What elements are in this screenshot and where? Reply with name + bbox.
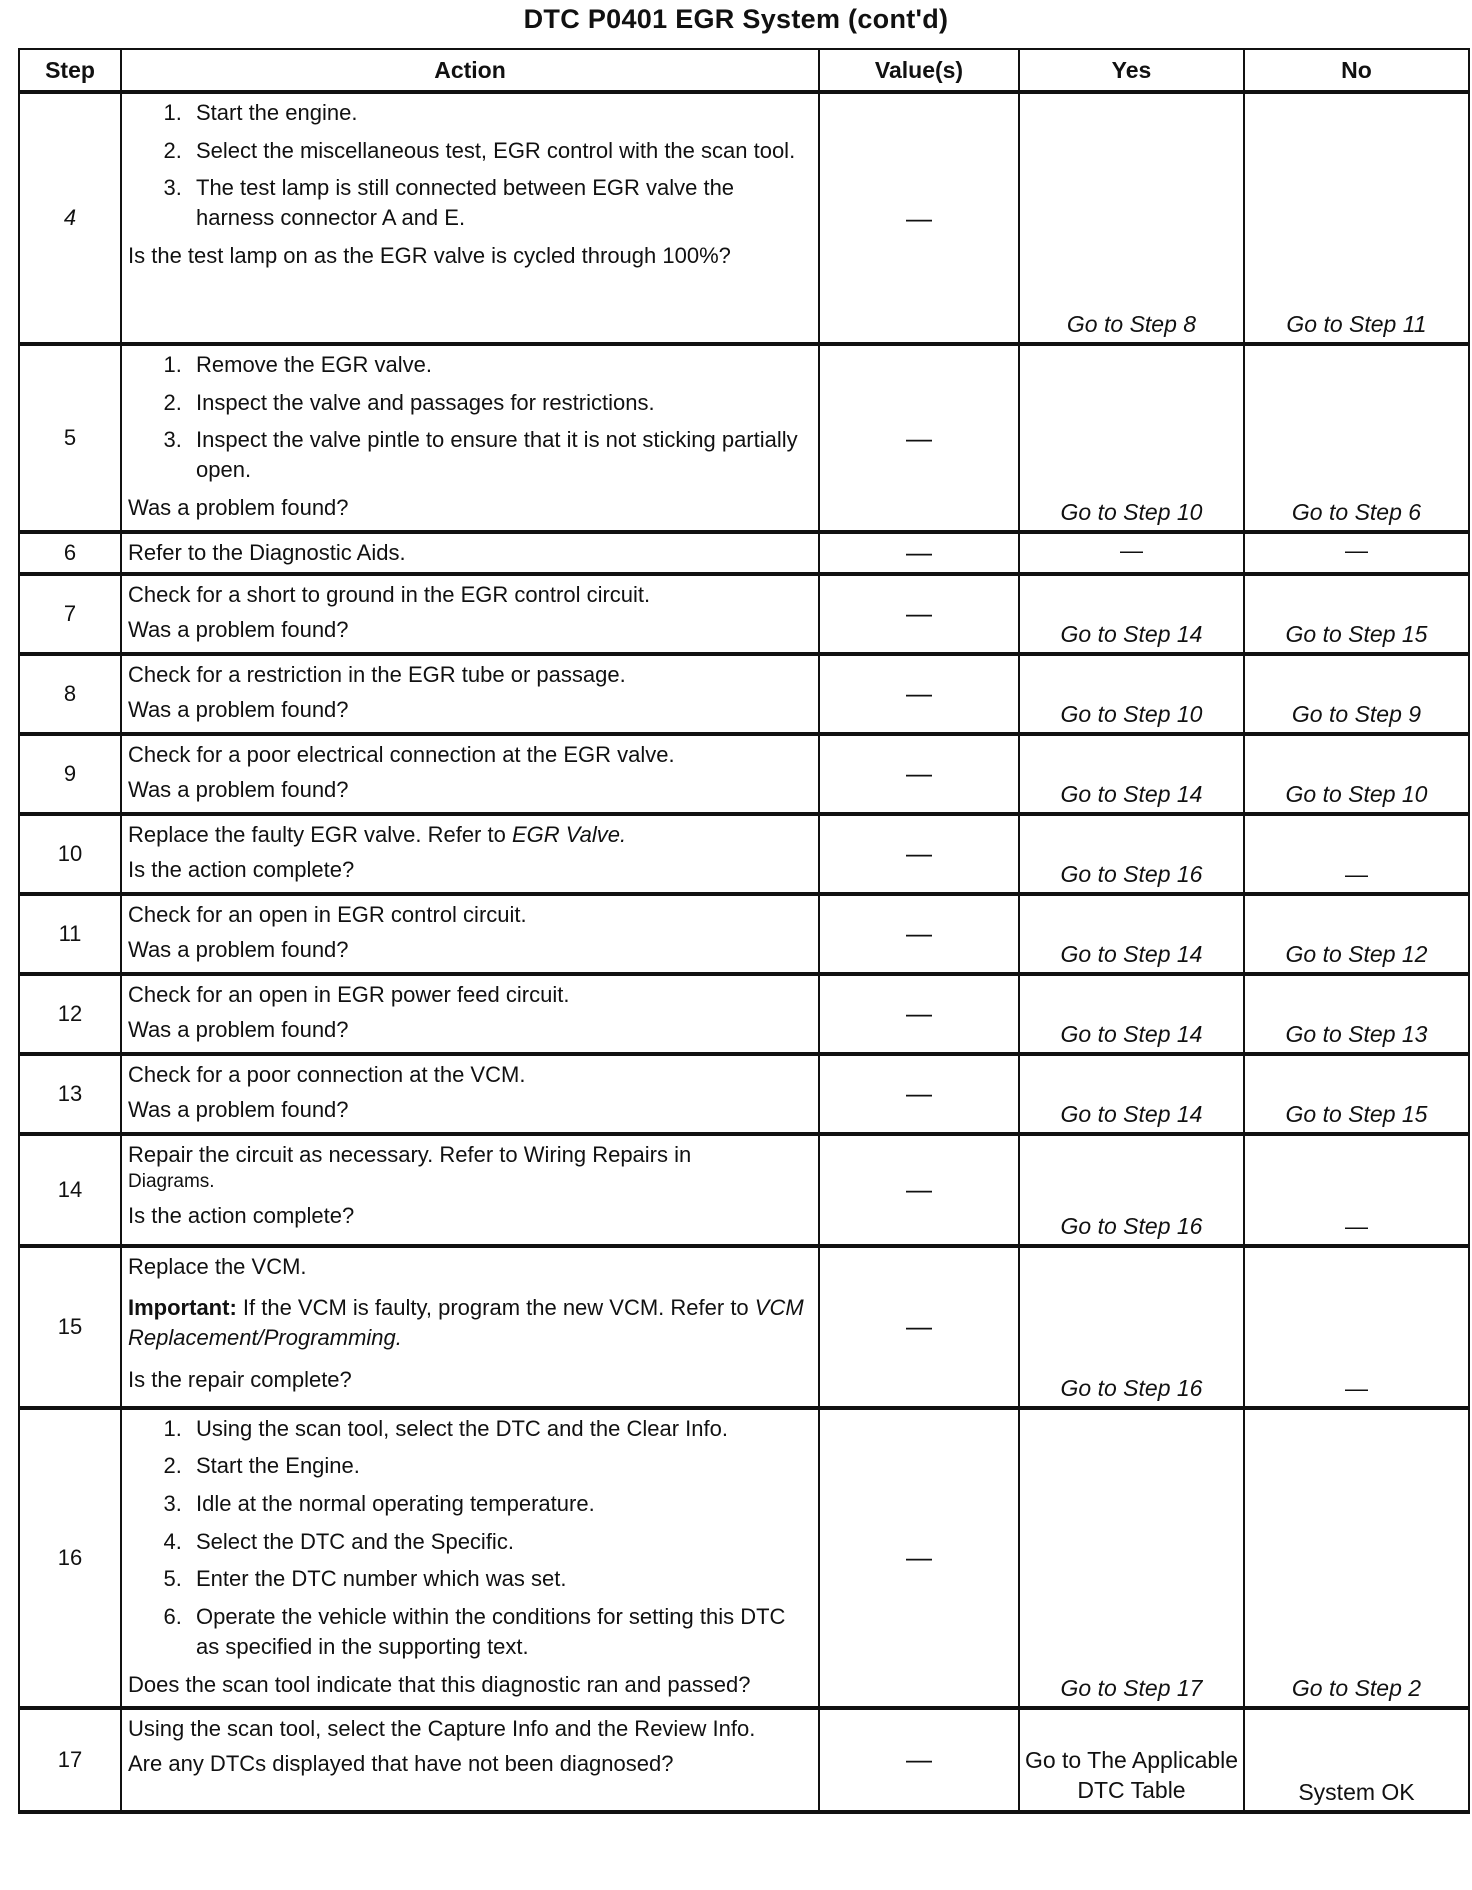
header-action: Action bbox=[121, 49, 819, 92]
action-item: 5. Enter the DTC number which was set. bbox=[188, 1564, 812, 1594]
no-cell: Go to Step 11 bbox=[1244, 92, 1469, 344]
yes-cell: Go to Step 16 bbox=[1019, 1134, 1244, 1246]
table-row bbox=[19, 1408, 1469, 1708]
action-item: 6. Operate the vehicle within the conditions for setting this DTC as specified in the supporting text. bbox=[188, 1602, 812, 1661]
table-row bbox=[19, 734, 1469, 814]
table-row bbox=[19, 1708, 1469, 1812]
value-cell: — bbox=[819, 1054, 1019, 1134]
action-item: 2. Inspect the valve and passages for restrictions. bbox=[188, 388, 812, 418]
step-number: 13 bbox=[19, 1054, 121, 1134]
no-cell: — bbox=[1244, 1134, 1469, 1246]
important-reference: VCM Replacement/Programming. bbox=[128, 1295, 804, 1351]
yes-cell: Go to The Applicable DTC Table bbox=[1019, 1708, 1244, 1812]
action-text: Replace the VCM. bbox=[128, 1253, 307, 1279]
no-cell: — bbox=[1244, 1246, 1469, 1408]
action-item: 4. Select the DTC and the Specific. bbox=[188, 1527, 812, 1557]
action-cell bbox=[121, 974, 819, 1054]
yes-cell: Go to Step 10 bbox=[1019, 344, 1244, 532]
no-cell: — bbox=[1244, 532, 1469, 574]
action-question: Was a problem found? bbox=[128, 697, 349, 723]
action-item: 1. Start the engine. bbox=[188, 98, 812, 128]
table-row bbox=[19, 532, 1469, 574]
value-cell: — bbox=[819, 734, 1019, 814]
table-row bbox=[19, 1134, 1469, 1246]
value-cell: — bbox=[819, 1708, 1019, 1812]
action-question: Was a problem found? bbox=[128, 1017, 349, 1043]
header-no: No bbox=[1244, 49, 1469, 92]
action-text-continued: Diagrams. bbox=[128, 1171, 215, 1193]
value-cell: — bbox=[819, 532, 1019, 574]
step-number: 14 bbox=[19, 1134, 121, 1246]
table-row bbox=[19, 654, 1469, 734]
step-number: 9 bbox=[19, 734, 121, 814]
value-cell: — bbox=[819, 344, 1019, 532]
no-cell: Go to Step 13 bbox=[1244, 974, 1469, 1054]
action-cell bbox=[121, 734, 819, 814]
no-cell: Go to Step 2 bbox=[1244, 1408, 1469, 1708]
action-text: Refer to the Diagnostic Aids. bbox=[128, 540, 406, 565]
value-cell: — bbox=[819, 814, 1019, 894]
no-cell: Go to Step 15 bbox=[1244, 1054, 1469, 1134]
table-header-row bbox=[19, 49, 1469, 92]
action-text: Repair the circuit as necessary. Refer to Wiring Repairs in bbox=[128, 1141, 692, 1167]
no-cell: Go to Step 9 bbox=[1244, 654, 1469, 734]
no-cell: Go to Step 6 bbox=[1244, 344, 1469, 532]
action-cell bbox=[121, 1246, 819, 1408]
no-cell: Go to Step 12 bbox=[1244, 894, 1469, 974]
value-cell: — bbox=[819, 894, 1019, 974]
yes-cell: Go to Step 14 bbox=[1019, 734, 1244, 814]
action-item: 2. Start the Engine. bbox=[188, 1451, 812, 1481]
table-row bbox=[19, 344, 1469, 532]
value-cell: — bbox=[819, 1408, 1019, 1708]
action-question: Was a problem found? bbox=[128, 1097, 349, 1123]
action-question: Are any DTCs displayed that have not been diagnosed? bbox=[128, 1751, 674, 1777]
no-cell: System OK bbox=[1244, 1708, 1469, 1812]
action-reference: EGR Valve. bbox=[511, 821, 627, 847]
value-cell: — bbox=[819, 1134, 1019, 1246]
action-question: Was a problem found? bbox=[128, 777, 349, 803]
action-question: Is the action complete? bbox=[128, 1203, 355, 1229]
yes-cell: Go to Step 10 bbox=[1019, 654, 1244, 734]
action-cell bbox=[121, 1408, 819, 1708]
action-text: Check for an open in EGR power feed circuit. bbox=[128, 981, 570, 1007]
table-row bbox=[19, 814, 1469, 894]
header-values: Value(s) bbox=[819, 49, 1019, 92]
yes-cell: Go to Step 8 bbox=[1019, 92, 1244, 344]
action-cell bbox=[121, 92, 819, 344]
step-number: 8 bbox=[19, 654, 121, 734]
step-number: 7 bbox=[19, 574, 121, 654]
action-cell bbox=[121, 654, 819, 734]
yes-cell: Go to Step 17 bbox=[1019, 1408, 1244, 1708]
step-number: 15 bbox=[19, 1246, 121, 1408]
yes-cell: Go to Step 16 bbox=[1019, 814, 1244, 894]
action-item: 3. Idle at the normal operating temperature. bbox=[188, 1489, 812, 1519]
important-note bbox=[128, 1293, 812, 1352]
action-question: Was a problem found? bbox=[128, 937, 349, 963]
action-question: Does the scan tool indicate that this diagnostic ran and passed? bbox=[128, 1671, 751, 1697]
action-question: Is the test lamp on as the EGR valve is cycled through 100%? bbox=[128, 242, 731, 268]
value-cell: — bbox=[819, 1246, 1019, 1408]
action-text-line bbox=[128, 820, 812, 850]
header-yes: Yes bbox=[1019, 49, 1244, 92]
action-text: Using the scan tool, select the Capture Info and the Review Info. bbox=[128, 1715, 756, 1741]
yes-cell: Go to Step 14 bbox=[1019, 894, 1244, 974]
no-cell: — bbox=[1244, 814, 1469, 894]
action-cell bbox=[121, 1054, 819, 1134]
step-number: 4 bbox=[19, 92, 121, 344]
step-number: 10 bbox=[19, 814, 121, 894]
value-cell: — bbox=[819, 654, 1019, 734]
no-cell: Go to Step 10 bbox=[1244, 734, 1469, 814]
action-cell bbox=[121, 574, 819, 654]
action-cell bbox=[121, 894, 819, 974]
action-cell bbox=[121, 344, 819, 532]
action-question: Is the repair complete? bbox=[128, 1366, 352, 1392]
step-number: 6 bbox=[19, 532, 121, 574]
action-text: Check for a poor electrical connection at the EGR valve. bbox=[128, 741, 675, 767]
action-item: 3. Inspect the valve pintle to ensure that it is not sticking partially open. bbox=[188, 425, 812, 484]
action-cell bbox=[121, 1134, 819, 1246]
action-text: Check for a short to ground in the EGR control circuit. bbox=[128, 581, 651, 607]
step-number: 5 bbox=[19, 344, 121, 532]
table-row bbox=[19, 894, 1469, 974]
table-row bbox=[19, 92, 1469, 344]
no-cell: Go to Step 15 bbox=[1244, 574, 1469, 654]
action-question: Was a problem found? bbox=[128, 617, 349, 643]
action-item: 3. The test lamp is still connected between EGR valve the harness connector A and E. bbox=[188, 173, 812, 232]
yes-cell: Go to Step 14 bbox=[1019, 1054, 1244, 1134]
table-row bbox=[19, 1054, 1469, 1134]
action-cell bbox=[121, 814, 819, 894]
action-text: Replace the faulty EGR valve. Refer to bbox=[128, 821, 506, 847]
action-item: 1. Using the scan tool, select the DTC and the Clear Info. bbox=[188, 1414, 812, 1444]
step-number: 16 bbox=[19, 1408, 121, 1708]
action-text: Check for a poor connection at the VCM. bbox=[128, 1061, 526, 1087]
header-step: Step bbox=[19, 49, 121, 92]
action-cell bbox=[121, 532, 819, 574]
step-number: 12 bbox=[19, 974, 121, 1054]
value-cell: — bbox=[819, 574, 1019, 654]
yes-cell: — bbox=[1019, 532, 1244, 574]
action-question: Was a problem found? bbox=[128, 494, 349, 520]
table-row bbox=[19, 974, 1469, 1054]
table-row bbox=[19, 574, 1469, 654]
diagnostic-table bbox=[18, 48, 1470, 1814]
step-number: 17 bbox=[19, 1708, 121, 1812]
value-cell: — bbox=[819, 92, 1019, 344]
action-item: 2. Select the miscellaneous test, EGR control with the scan tool. bbox=[188, 136, 812, 166]
action-question: Is the action complete? bbox=[128, 857, 355, 883]
table-row bbox=[19, 1246, 1469, 1408]
action-item: 1. Remove the EGR valve. bbox=[188, 350, 812, 380]
value-cell: — bbox=[819, 974, 1019, 1054]
action-text: Check for an open in EGR control circuit. bbox=[128, 901, 527, 927]
yes-cell: Go to Step 16 bbox=[1019, 1246, 1244, 1408]
action-text: Check for a restriction in the EGR tube or passage. bbox=[128, 661, 626, 687]
important-label: Important: bbox=[128, 1295, 237, 1321]
action-cell bbox=[121, 1708, 819, 1812]
step-number: 11 bbox=[19, 894, 121, 974]
page-title: DTC P0401 EGR System (cont'd) bbox=[523, 4, 949, 34]
yes-cell: Go to Step 14 bbox=[1019, 574, 1244, 654]
yes-cell: Go to Step 14 bbox=[1019, 974, 1244, 1054]
important-text: If the VCM is faulty, program the new VCM. Refer to bbox=[242, 1295, 749, 1321]
